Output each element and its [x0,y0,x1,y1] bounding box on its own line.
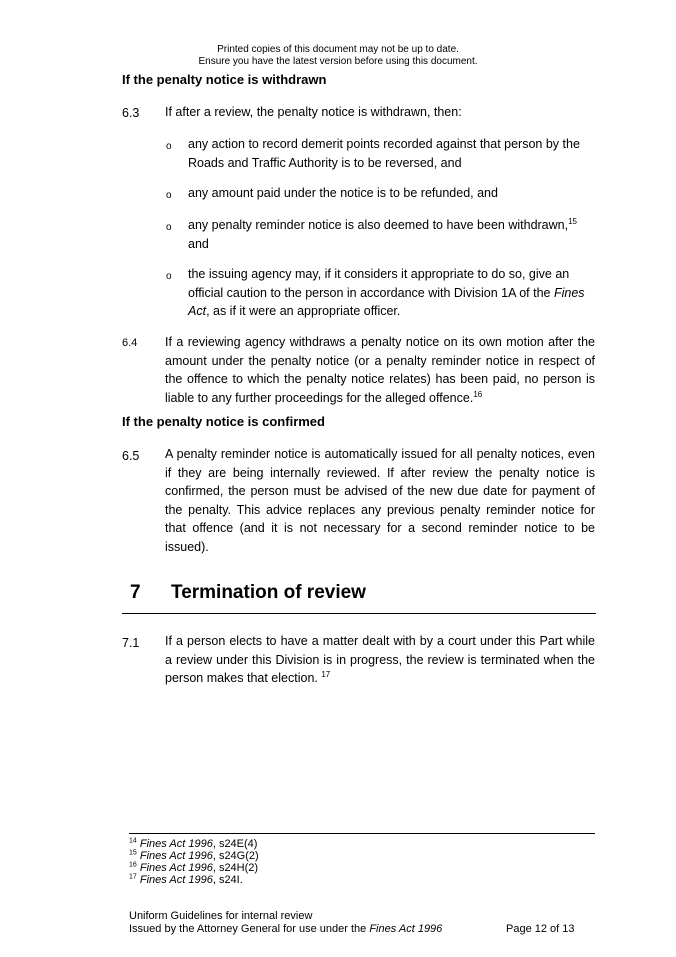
paragraph-7-1: If a person elects to have a matter dealt with by a court under this Part while a review under this Division is in progress, the review is terminated when the person makes that election. $^{17}$ [165,634,595,685]
footnote-15: $^{15}$ Fines Act 1996, s24G(2) [129,849,259,862]
bullet-demerit-points: any action to record demerit points recorded against that person by the Roads and Traffic Authority is to be reversed, and [188,137,580,170]
footnote-ref-17: 17 [321,669,331,679]
page-number: Page 12 of 13 [506,923,575,935]
header-notice-line1: Printed copies of this document may not be up to date. [217,44,459,55]
paragraph-6-5: A penalty reminder notice is automatically issued for all penalty notices, even if they are being internally reviewed. If after review the penalty notice is confirmed, the person must be advised of the new due date for payment of the penalty. This advice replaces any previous penalty reminder notice for that offence (and it is not necessary for a second reminder notice to be issued). [165,447,595,554]
bullet-marker: o [166,222,172,233]
paragraph-6-4: If a reviewing agency withdraws a penalty notice on its own motion after the amount under the penalty notice (or a penalty reminder notice in respect of the offence to which the penalty notice relates) has been paid, no person is liable to any further proceedings for the alleged offence.$^{16}$ [165,335,595,405]
section-number: 7 [130,582,141,603]
bullet-marker: o [166,271,172,282]
paragraph-number-6-3: 6.3 [122,106,140,120]
bullet-reminder-withdrawn: any penalty reminder notice is also deemed to have been withdrawn,$^{15}$ and [188,216,577,251]
subheading-confirmed: If the penalty notice is confirmed [122,414,325,429]
bullet-marker: o [166,141,172,152]
paragraph-6-3: If after a review, the penalty notice is withdrawn, then: [165,105,462,119]
bullet-refund: any amount paid under the notice is to be refunded, and [188,186,498,200]
bullet-marker: o [166,190,172,201]
footer-issued-by: Issued by the Attorney General for use under the Fines Act 1996 [129,923,443,935]
footnote-17: $^{17}$ Fines Act 1996, s24I. [129,873,243,886]
footnote-divider [129,833,595,834]
bullet-official-caution: the issuing agency may, if it considers it appropriate to do so, give an official caution to the person in accordance with Division 1A of the Fines Act, as if it were an appropriate officer. [188,267,585,318]
footnote-14: $^{14}$ Fines Act 1996, s24E(4) [129,837,258,850]
footnote-ref-16: 16 [473,389,483,399]
section-title: Termination of review [171,582,366,603]
paragraph-number-6-4: 6.4 [122,337,138,349]
paragraph-number-7-1: 7.1 [122,636,140,650]
footnote-ref-15: 15 [568,216,577,226]
footer-title: Uniform Guidelines for internal review [129,910,313,922]
footnote-16: $^{16}$ Fines Act 1996, s24H(2) [129,861,259,874]
paragraph-number-6-5: 6.5 [122,449,140,463]
header-notice-line2: Ensure you have the latest version before using this document. [198,56,478,67]
subheading-withdrawn: If the penalty notice is withdrawn [122,72,327,87]
section-divider [122,613,596,614]
